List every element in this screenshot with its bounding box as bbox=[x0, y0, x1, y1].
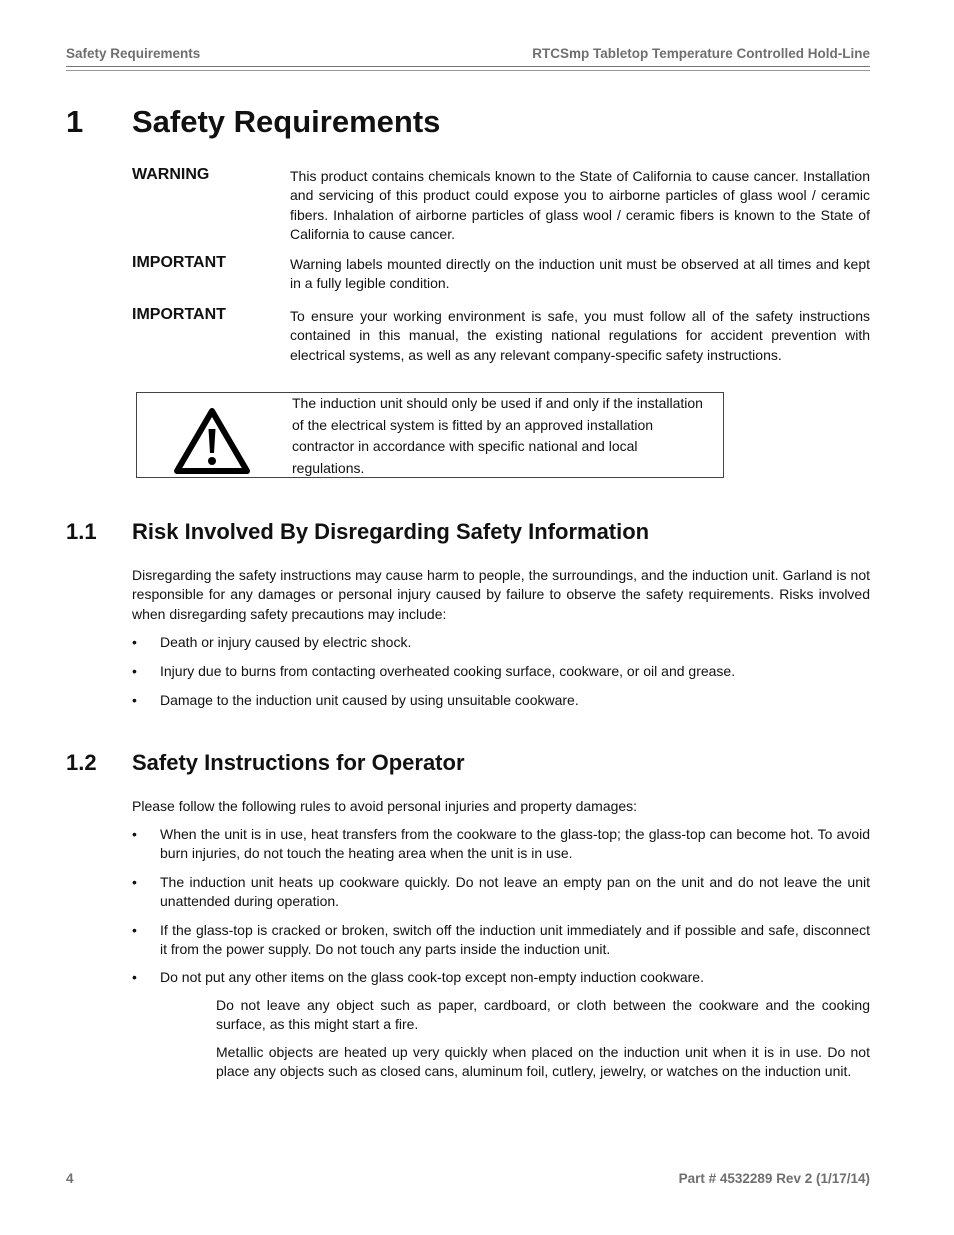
note-label: WARNING bbox=[132, 166, 210, 183]
list-item-text: If the glass-top is cracked or broken, switch off the induction unit immediately and if possible and safe, disconnect it from the power supply. Do not touch any parts inside the induction unit. bbox=[160, 922, 870, 958]
note-label: IMPORTANT bbox=[132, 254, 226, 271]
bullet-icon: • bbox=[132, 826, 137, 842]
paragraph: Please follow the following rules to avoid personal injuries and property damages: bbox=[132, 798, 638, 814]
caution-text: The induction unit should only be used if and only if the installation of the electrical system is fitted by an approved installation contractor in accordance with specific national and local regulations. bbox=[292, 395, 703, 476]
list-item-text: The induction unit heats up cookware quickly. Do not leave an empty pan on the unit and do not leave the unit unattended during operation. bbox=[160, 874, 870, 910]
list-item-text: Do not put any other items on the glass cook-top except non-empty induction cookware. bbox=[160, 969, 704, 985]
subsection-number: 1.2 bbox=[66, 750, 97, 775]
section-number: 1 bbox=[66, 104, 84, 139]
indented-paragraph: Do not leave any object such as paper, cardboard, or cloth between the cookware and the cooking surface, as this might start a fire. bbox=[216, 997, 870, 1033]
list-item-text: Death or injury caused by electric shock. bbox=[160, 634, 412, 650]
paragraph: Disregarding the safety instructions may cause harm to people, the surroundings, and the induction unit. Garland is not responsible for any damages or personal injury caused by failure to observe the safety requirements. Risks involved when disregarding safety precautions may include: bbox=[132, 567, 870, 622]
subsection-title: Safety Instructions for Operator bbox=[132, 750, 465, 775]
indented-paragraph: Metallic objects are heated up very quickly when placed on the induction unit when it is in use. Do not place any objects such as closed cans, aluminum foil, cutlery, jewelry, or watches on the induction unit. bbox=[216, 1044, 870, 1080]
header-rule-thin bbox=[66, 70, 870, 71]
bullet-icon: • bbox=[132, 874, 137, 890]
running-header-title: RTCSmp Tabletop Temperature Controlled Hold-Line bbox=[532, 46, 870, 61]
list-item-text: Damage to the induction unit caused by using unsuitable cookware. bbox=[160, 692, 579, 708]
subsection-title: Risk Involved By Disregarding Safety Information bbox=[132, 519, 650, 544]
note-text: This product contains chemicals known to the State of California to cause cancer. Installation and servicing of this product could expose you to airborne particles of glass wool / ceramic fibers. Inhalation of airborne particles of glass wool / ceramic fibers is known to the State of California to cause cancer. bbox=[290, 168, 870, 242]
caution-box bbox=[136, 392, 724, 478]
list-item-text: Injury due to burns from contacting overheated cooking surface, cookware, or oil and grease. bbox=[160, 663, 736, 679]
part-number: Part # 4532289 Rev 2 (1/17/14) bbox=[678, 1171, 870, 1186]
bullet-icon: • bbox=[132, 634, 137, 650]
list-item-text: When the unit is in use, heat transfers from the cookware to the glass-top; the glass-top can become hot. To avoid burn injuries, do not touch the heating area when the unit is in use. bbox=[160, 826, 870, 862]
bullet-icon: • bbox=[132, 969, 137, 985]
bullet-icon: • bbox=[132, 922, 137, 938]
page-number: 4 bbox=[66, 1171, 74, 1186]
warning-triangle-icon bbox=[173, 407, 251, 475]
section-title: Safety Requirements bbox=[132, 104, 441, 139]
subsection-number: 1.1 bbox=[66, 519, 97, 544]
note-text: Warning labels mounted directly on the induction unit must be observed at all times and kept in a fully legible condition. bbox=[290, 256, 870, 292]
header-rule bbox=[66, 66, 870, 67]
bullet-icon: • bbox=[132, 663, 137, 679]
running-header-section: Safety Requirements bbox=[66, 46, 201, 61]
bullet-icon: • bbox=[132, 692, 137, 708]
note-label: IMPORTANT bbox=[132, 306, 226, 323]
note-text: To ensure your working environment is safe, you must follow all of the safety instructions contained in this manual, the existing national regulations for accident prevention with electrical systems, as well as any relevant company-specific safety instructions. bbox=[290, 308, 870, 363]
